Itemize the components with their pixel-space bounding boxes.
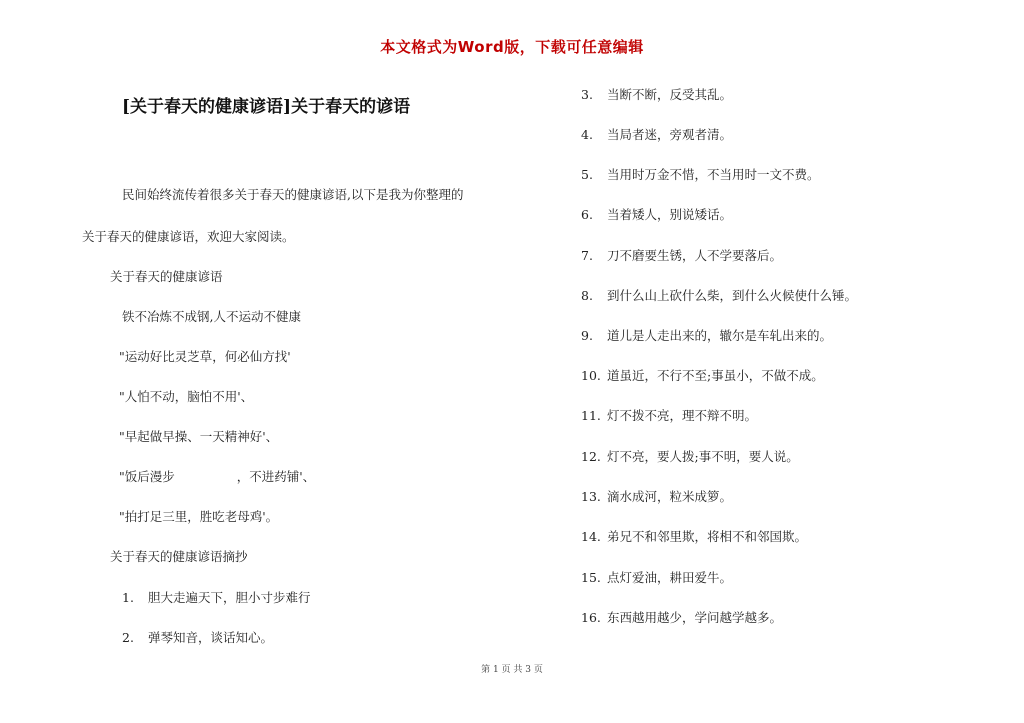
list-number: 9.: [581, 328, 593, 343]
list-number: 8.: [581, 288, 593, 303]
list-item: [581, 288, 857, 304]
list-text: 滴水成河，粒米成箩。: [606, 489, 732, 504]
list-number: 7.: [581, 248, 593, 263]
list-text: 胆大走遍天下，胆小寸步难行: [147, 590, 311, 605]
page-number: 第 1 页 共 3 页: [481, 665, 543, 675]
list-text: 到什么山上砍什么柴，到什么火候使什么锤。: [606, 288, 857, 303]
proverb-line: [119, 469, 315, 485]
list-text: 弟兄不和邻里欺，将相不和邻国欺。: [606, 529, 807, 544]
list-text: 刀不磨要生锈，人不学要落后。: [606, 248, 782, 263]
list-number: 16.: [581, 610, 601, 625]
list-item: [581, 87, 732, 103]
section-heading: 关于春天的健康谚语摘抄: [110, 549, 248, 564]
list-text: 当用时万金不惜，不当用时一文不费。: [606, 167, 820, 182]
list-number: 6.: [581, 207, 593, 222]
list-text: 灯不拨不亮，理不辩不明。: [606, 408, 757, 423]
list-text: 东西越用越少，学问越学越多。: [606, 610, 782, 625]
list-text: 道虽近，不行不至;事虽小，不做不成。: [606, 368, 824, 383]
list-item: [122, 590, 311, 606]
list-text: 当着矮人，别说矮话。: [606, 207, 732, 222]
list-item: [581, 328, 832, 344]
list-item: [122, 630, 273, 646]
list-text: 道儿是人走出来的，辙尔是车轧出来的。: [606, 328, 832, 343]
list-text: 点灯爱油，耕田爱牛。: [606, 570, 732, 585]
list-item: [581, 167, 820, 183]
proverb-part: ，不进药铺'、: [236, 469, 316, 484]
list-number: 1.: [122, 590, 134, 605]
list-text: 灯不亮，要人拨;事不明，要人说。: [606, 449, 799, 464]
list-number: 13.: [581, 489, 601, 504]
list-item: [581, 368, 824, 384]
proverb-line: "早起做早操、一天精神好'、: [119, 429, 279, 444]
list-item: [581, 489, 732, 505]
list-item: [581, 570, 732, 586]
list-item: [581, 207, 732, 223]
section-heading: 关于春天的健康谚语: [110, 269, 223, 284]
list-item: [581, 610, 782, 626]
list-item: [581, 529, 807, 545]
list-number: 14.: [581, 529, 601, 544]
list-item: [581, 449, 799, 465]
list-number: 10.: [581, 368, 601, 383]
list-number: 3.: [581, 87, 593, 102]
list-item: [581, 127, 732, 143]
list-text: 当局者迷，旁观者清。: [606, 127, 732, 142]
list-number: 12.: [581, 449, 601, 464]
proverb-line: "人怕不动，脑怕不用'、: [119, 389, 254, 404]
proverb-part: "饭后漫步: [119, 469, 175, 484]
list-item: [581, 248, 782, 264]
proverb-line: "拍打足三里，胜吃老母鸡'。: [119, 509, 279, 524]
proverb-line: 铁不冶炼不成钢,人不运动不健康: [122, 309, 301, 324]
list-text: 当断不断，反受其乱。: [606, 87, 732, 102]
list-text: 弹琴知音，谈话知心。: [147, 630, 273, 645]
list-number: 5.: [581, 167, 593, 182]
intro-line-1: 民间始终流传着很多关于春天的健康谚语,以下是我为你整理的: [122, 187, 464, 202]
document-title: [关于春天的健康谚语]关于春天的谚语: [122, 97, 411, 117]
word-format-banner: 本文格式为Word版，下载可任意编辑: [380, 38, 644, 56]
list-number: 4.: [581, 127, 593, 142]
intro-line-2: 关于春天的健康谚语，欢迎大家阅读。: [82, 229, 295, 244]
list-number: 11.: [581, 408, 601, 423]
list-number: 15.: [581, 570, 601, 585]
proverb-line: "运动好比灵芝草，何必仙方找': [119, 349, 291, 364]
list-item: [581, 408, 757, 424]
list-number: 2.: [122, 630, 134, 645]
